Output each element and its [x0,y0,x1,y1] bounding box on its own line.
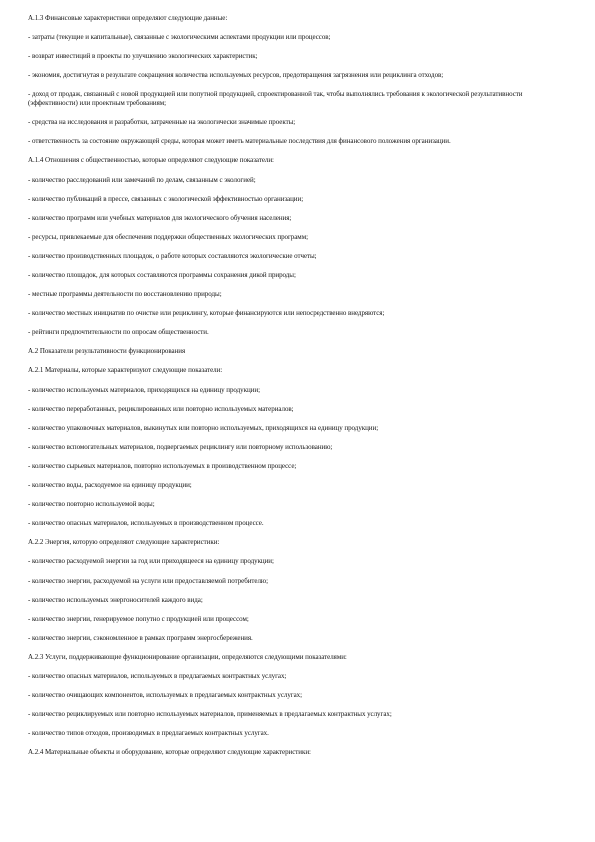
section-heading-a14: A.1.4 Отношения с общественностью, которые определяют следующие показатели: [28,156,274,165]
section-heading-a24: A.2.4 Материальные объекты и оборудование, которые определяют следующие характеристики: [28,748,311,757]
list-item: - экономия, достигнутая в результате сокращения количества используемых ресурсов, предотвращения загрязнения или рециклинга отходов; [28,71,444,80]
list-item: - количество энергии, расходуемой на услуги или предоставляемой потребителю; [28,576,268,585]
list-item: - количество вспомогательных материалов, подвергаемых рециклингу или повторному использованию; [28,442,333,451]
list-item: - ответственность за состояние окружающей среды, которая может иметь материальные последствия для финансового положения организации. [28,137,451,146]
list-item: - количество очищающих компонентов, используемых в предлагаемых контрактных услугах; [28,691,302,700]
list-item: - количество площадок, для которых составляются программы сохранения дикой природы; [28,271,296,280]
list-item: - количество публикаций в прессе, связанных с экологической эффективностью организации; [28,194,304,203]
section-heading-a22: A.2.2 Энергия, которую определяют следующие характеристики: [28,538,220,547]
list-item: - возврат инвестиций в проекты по улучшению экологических характеристик; [28,52,258,61]
list-item: - доход от продаж, связанный с новой продукцией или попутной продукцией, спроектированной так, чтобы выполнялись требования к экологической результативности (эффективности) или проектным требованиям; [28,90,523,108]
list-item: - затраты (текущие и капитальные), связанные с экологическими аспектами продукции или процессов; [28,33,331,42]
list-item: - количество сырьевых материалов, повторно используемых в производственном процессе; [28,461,297,470]
list-item: - количество используемых материалов, приходящихся на единицу продукции; [28,385,260,394]
list-item: - количество воды, расходуемое на единицу продукции; [28,481,192,490]
list-item: - ресурсы, привлекаемые для обеспечения поддержки общественных экологических программ; [28,232,308,241]
document-page [28,14,568,767]
list-item: - количество опасных материалов, используемых в предлагаемых контрактных услугах; [28,671,287,680]
list-item: - количество переработанных, рециклированных или повторно используемых материалов; [28,404,294,413]
list-item: - количество местных инициатив по очистке или рециклингу, которые финансируются или непосредственно внедряются; [28,309,385,318]
list-item: - количество повторно используемой воды; [28,500,155,509]
list-item: - количество энергии, сэкономленное в рамках программ энергосбережения. [28,633,253,642]
list-item: - количество программ или учебных материалов для экологического обучения населения; [28,213,292,222]
list-item: - рейтинги предпочтительности по опросам общественности. [28,328,209,337]
list-item: - количество энергии, генерируемое попутно с продукцией или процессом; [28,614,249,623]
list-item: - средства на исследования и разработки, затраченные на экологически значимые проекты; [28,118,296,127]
section-heading-a21: A.2.1 Материалы, которые характеризуют следующие показатели: [28,366,223,375]
section-heading-a23: A.2.3 Услуги, поддерживающие функционирование организации, определяются следующими показателями: [28,652,347,661]
list-item: - количество типов отходов, производимых в предлагаемых контрактных услугах. [28,729,269,738]
section-heading-a13: A.1.3 Финансовые характеристики определяют следующие данные: [28,14,228,22]
section-heading-a2: A.2 Показатели результативности функционирования [28,347,186,356]
list-item: - количество производственных площадок, о работе которых составляются экологические отчеты; [28,251,317,260]
list-item: - количество упаковочных материалов, выкинутых или повторно используемых, приходящихся на единицу продукции; [28,423,379,432]
list-item: - количество расходуемой энергии за год или приходящееся на единицу продукции; [28,557,274,566]
list-item: - количество опасных материалов, используемых в производственном процессе. [28,519,264,528]
list-item: - количество рециклируемых или повторно используемых материалов, применяемых в предлагаемых контрактных услугах; [28,710,392,719]
list-item: - местные программы деятельности по восстановлению природы; [28,290,222,299]
list-item: - количество используемых энергоносителей каждого вида; [28,595,203,604]
list-item: - количество расследований или замечаний по делам, связанным с экологией; [28,175,256,184]
